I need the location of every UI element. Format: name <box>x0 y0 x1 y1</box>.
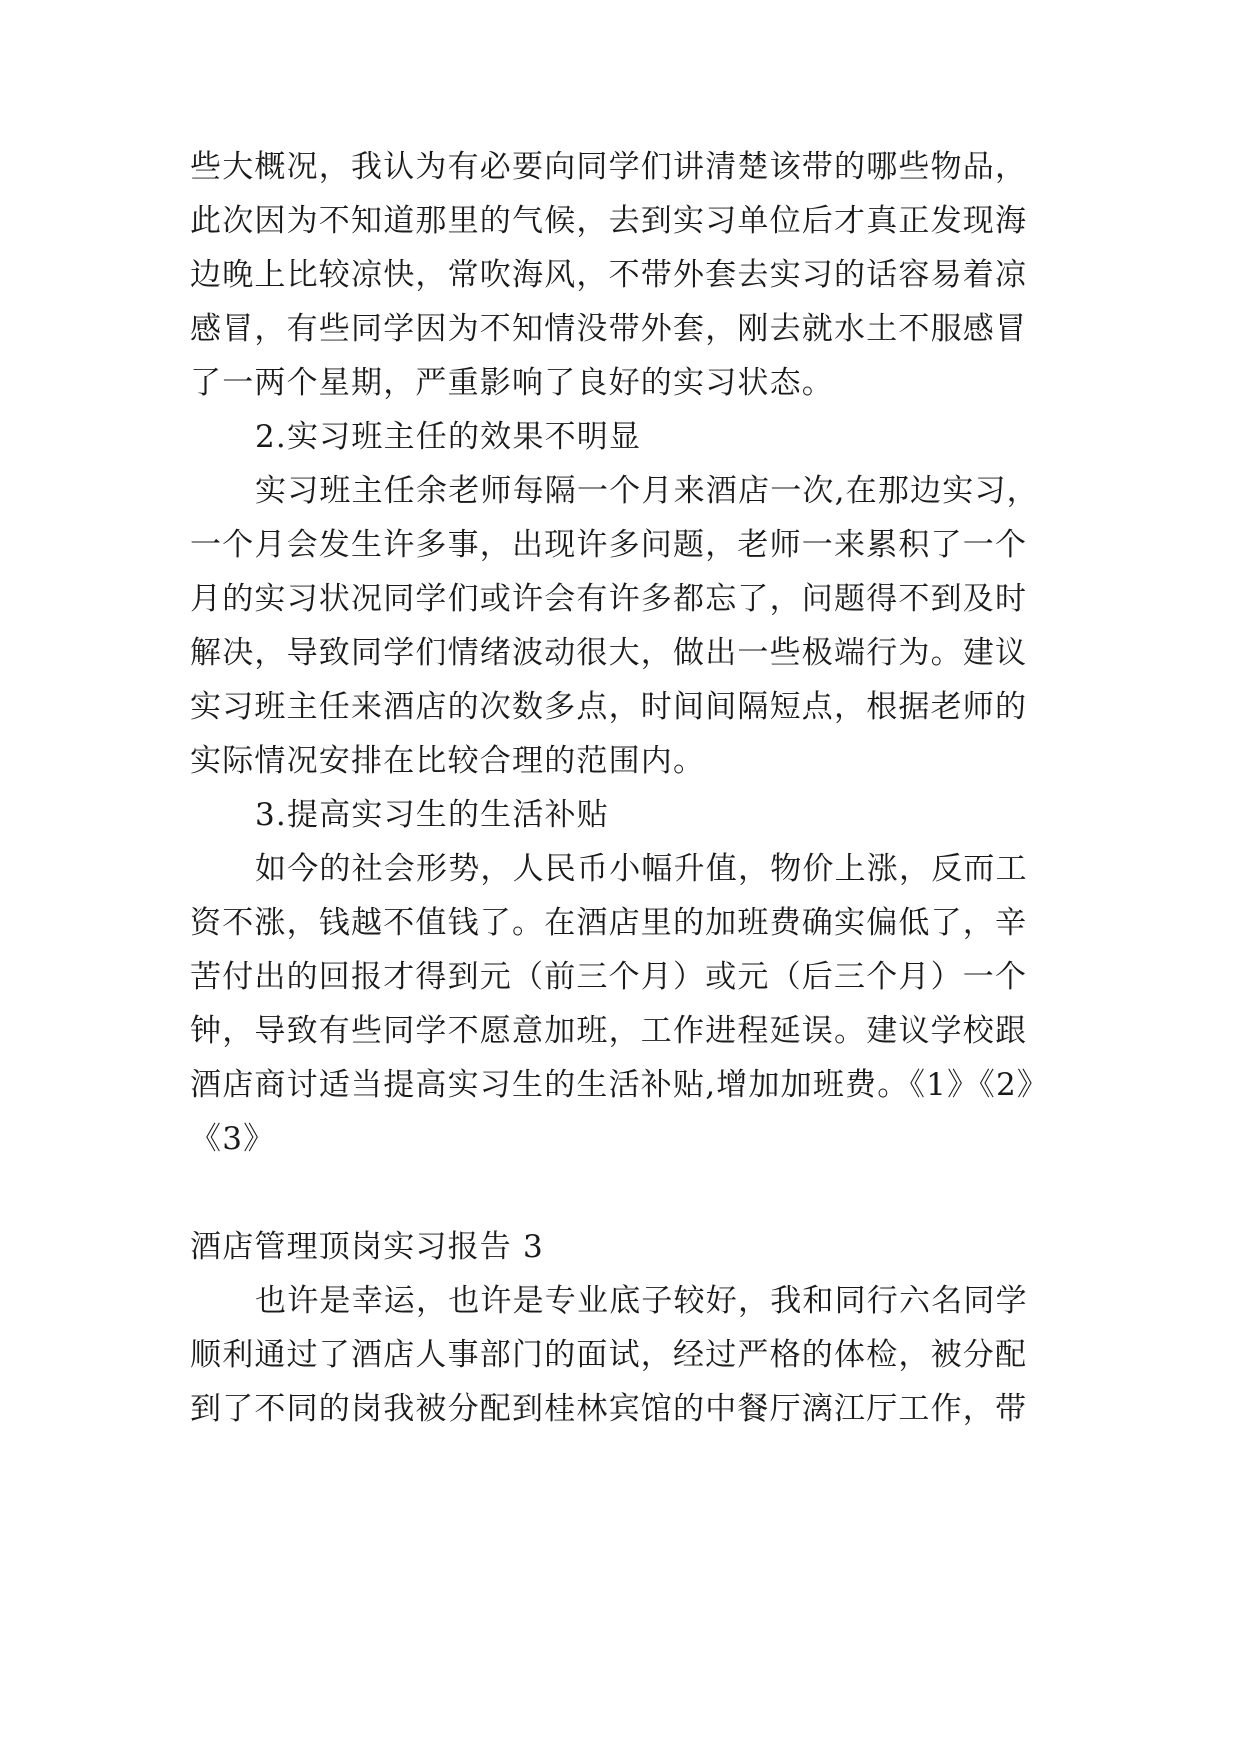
text-line: 实习班主任来酒店的次数多点，时间间隔短点，根据老师的 <box>190 689 1028 725</box>
document-title: 酒店管理顶岗实习报告 3 <box>190 1229 544 1265</box>
text-line: 感冒，有些同学因为不知情没带外套，刚去就水土不服感冒 <box>190 311 1028 347</box>
text-line: 实际情况安排在比较合理的范围内。 <box>190 743 706 779</box>
text-line: 此次因为不知道那里的气候，去到实习单位后才真正发现海 <box>190 203 1028 239</box>
text-line: 月的实习状况同学们或许会有许多都忘了，问题得不到及时 <box>190 581 1028 617</box>
text-line: 如今的社会形势，人民币小幅升值，物价上涨，反而工 <box>255 851 1028 887</box>
text-line: 些大概况，我认为有必要向同学们讲清楚该带的哪些物品， <box>190 149 1028 185</box>
text-line: 到了不同的岗我被分配到桂林宾馆的中餐厅漓江厅工作，带 <box>190 1391 1028 1427</box>
text-line: 苦付出的回报才得到元（前三个月）或元（后三个月）一个 <box>190 959 1028 995</box>
text-line: 资不涨，钱越不值钱了。在酒店里的加班费确实偏低了，辛 <box>190 905 1028 941</box>
text-line: 边晚上比较凉快，常吹海风，不带外套去实习的话容易着凉 <box>190 257 1028 293</box>
text-line: 解决，导致同学们情绪波动很大，做出一些极端行为。建议 <box>190 635 1028 671</box>
text-line: 也许是幸运，也许是专业底子较好，我和同行六名同学 <box>255 1283 1028 1319</box>
text-line: 《3》 <box>190 1121 276 1157</box>
text-line: 钟，导致有些同学不愿意加班，工作进程延误。建议学校跟 <box>190 1013 1028 1049</box>
text-line: 酒店商讨适当提高实习生的生活补贴,增加加班费。《1》《2》 <box>190 1067 1050 1103</box>
text-line: 了一两个星期，严重影响了良好的实习状态。 <box>190 365 834 401</box>
section-heading: 3.提高实习生的生活补贴 <box>255 797 609 833</box>
text-line: 实习班主任余老师每隔一个月来酒店一次,在那边实习， <box>255 473 1039 509</box>
text-line: 顺利通过了酒店人事部门的面试，经过严格的体检，被分配 <box>190 1337 1028 1373</box>
section-heading: 2.实习班主任的效果不明显 <box>255 419 642 455</box>
text-line: 一个月会发生许多事，出现许多问题，老师一来累积了一个 <box>190 527 1028 563</box>
